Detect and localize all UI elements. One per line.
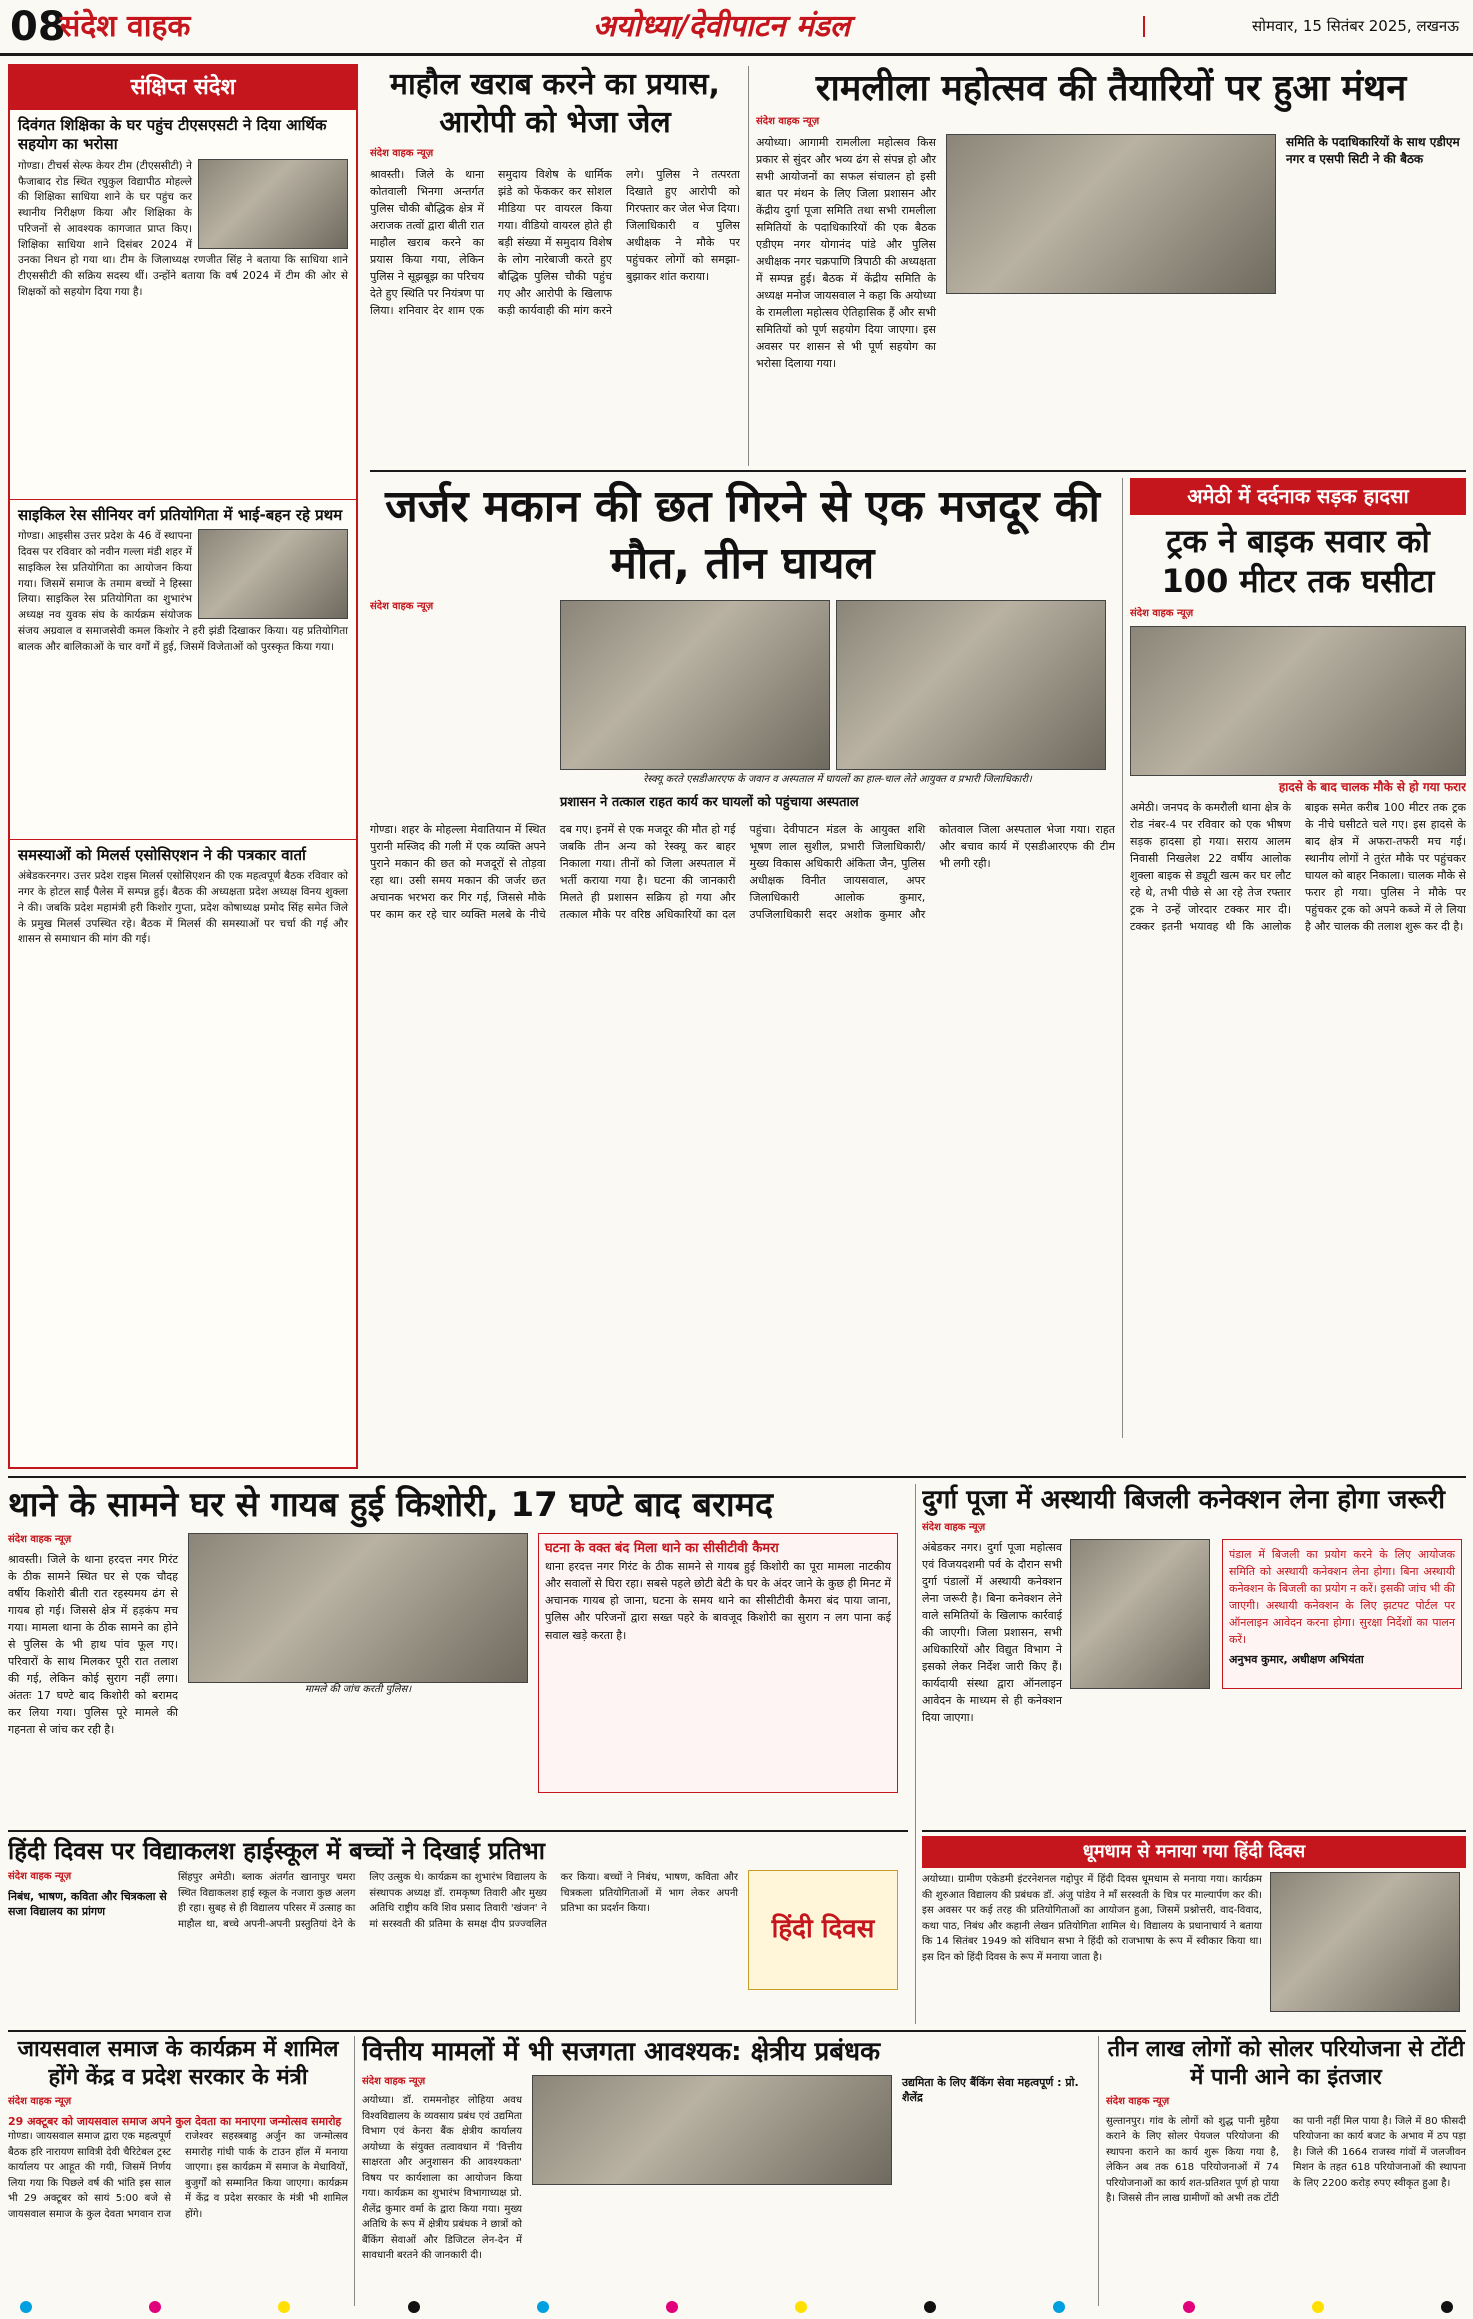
story-jaiswal [8, 2036, 348, 2306]
story-byline: संदेश वाहक न्यूज़ [370, 148, 434, 159]
dateline: सोमवार, 15 सितंबर 2025, लखनऊ [1143, 16, 1473, 38]
story-side-head: उद्यमिता के लिए बैंकिंग सेवा महत्वपूर्ण : प्रो. शैलेंद्र [902, 2075, 1079, 2105]
print-registration-marks [0, 2301, 1473, 2315]
story-side-head: 29 अक्टूबर को जायसवाल समाज अपने कुल देवता का मनाएगा जन्मोत्सव समारोह [8, 2114, 342, 2128]
story-body: श्रावस्ती। जिले के थाना हरदत्त नगर गिरंट के ठीक सामने स्थित घर से एक चौदह वर्षीय किशोरी बीती रात रहस्यमय ढंग से गायब हो गई। जिससे क्षेत्र में हड़कंप मच गया। मामला थाना के ठीक सामने का होने से पुलिस के भी हाथ पांव फूल गए। परिवारों के साथ मिलकर पूरी रात तलाश की गई, लेकिन कोई सुराग नहीं लगा। अंततः 17 घण्टे बाद किशोरी को बरामद कर लिया गया। पुलिस पूरे मामले की गहनता से जांच कर रही है। [8, 1553, 178, 1737]
story-sub-head: प्रशासन ने तत्काल राहत कार्य कर घायलों को पहुंचाया अस्पताल [560, 794, 859, 810]
column-rule [748, 66, 749, 466]
quote-author: अनुभव कुमार, अधीक्षण अभियंता [1229, 1653, 1364, 1667]
story-side-head: समिति के पदाधिकारियों के साथ एडीएम नगर व एसपी सिटी ने की बैठक [1286, 134, 1460, 166]
brief-item [10, 840, 356, 1469]
story-byline: संदेश वाहक न्यूज़ [1106, 2096, 1170, 2107]
story-body: अयोध्या। आगामी रामलीला महोत्सव किस प्रकार से सुंदर और भव्य ढंग से संपन्न हो और सभी आयोजनों का सफल संचालन हो इसी बात पर मंथन के लिए जिला प्रशासन और केंद्रीय दुर्गा पूजा समिति तथा सभी रामलीला समितियों के पदाधिकारियों की एक बैठक एडीएम नगर योगानंद पांडे और पुलिस अधीक्षक नगर चक्रपाणि त्रिपाठी की अध्यक्षता में सम्पन्न हुई। बैठक में केंद्रीय समिति के अध्यक्ष मनोज जायसवाल ने कहा कि अयोध्या के रामलीला महोत्सव ऐतिहासिक हैं और सभी समितियों को पूर्ण सहयोग दिया जाएगा। इस अवसर पर शासन से भी पूर्ण सहयोग का भरोसा दिलाया गया। [756, 135, 936, 371]
brief-photo [198, 529, 348, 619]
story-body: अयोध्या। डॉ. राममनोहर लोहिया अवध विश्वविद्यालय के व्यवसाय प्रबंध एवं उद्यमिता विभाग एवं केनरा बैंक क्षेत्रीय कार्यालय अयोध्या के संयुक्त तत्वावधान में 'वित्तीय साक्षरता और अनुशासन की आवश्यकता' विषय पर कार्यशाला का आयोजन किया गया। कार्यक्रम का शुभारंभ विभागाध्यक्ष प्रो. शैलेंद्र कुमार वर्मा के द्वारा किया गया। मुख्य अतिथि के रूप में क्षेत्रीय प्रबंधक ने छात्रों को बैंकिंग सेवाओं और डिजिटल लेन-देन में सावधानी बरतने की जानकारी दी। [362, 2095, 522, 2261]
rescue-photo [560, 600, 830, 770]
meeting-photo [1070, 1539, 1210, 1689]
story-byline: संदेश वाहक न्यूज़ [756, 116, 820, 127]
story-vittiya [362, 2036, 1092, 2306]
story-solar [1106, 2036, 1466, 2306]
story-ramleela [756, 66, 1466, 466]
brief-body: अंबेडकरनगर। उत्तर प्रदेश राइस मिलर्स एसोसिएशन की एक महत्वपूर्ण बैठक रविवार को नगर के होटल साईं पैलेस में सम्पन्न हुई। बैठक की अध्यक्षता प्रदेश अध्यक्ष विनय शुक्ला ने की। जबकि प्रदेश महामंत्री हरी किशोर गुप्ता, प्रदेश कोषाध्यक्ष प्रमोद सिंह समेत जिले के प्रमुख मिलर्स उपस्थित रहे। बैठक में मिलर्स की समस्याओं पर चर्चा की गई और शासन से समाधान की मांग की गई। [18, 870, 348, 946]
page-number: 08 [10, 3, 66, 50]
story-hindi-divas [8, 1830, 908, 2020]
story-byline: संदेश वाहक न्यूज़ [8, 2096, 72, 2107]
column-rule [915, 1484, 916, 2024]
story-headline: माहौल खराब करने का प्रयास, आरोपी को भेजा जेल [390, 67, 720, 140]
story-body: श्रावस्ती। जिले के थाना कोतवाली भिनगा अन्तर्गत पुलिस चौकी बौद्धिक क्षेत्र में अराजक तत्वों द्वारा बीती रात माहौल खराब करने का प्रयास किया गया, लेकिन पुलिस ने सूझबूझ का परिचय देते हुए स्थिति पर नियंत्रण पा लिया। शनिवार देर शाम एक समुदाय विशेष के धार्मिक झंडे को फेंककर कर सोशल मीडिया पर वायरल किया गया। वीडियो वायरल होते ही बड़ी संख्या में समुदाय विशेष के लोग नारेबाजी करते हुए बौद्धिक पुलिस चौकी पहुंच गए और आरोपी के खिलाफ कड़ी कार्यवाही की मांग करने लगे। पुलिस ने तत्परता दिखाते हुए आरोपी को गिरफ्तार कर जेल भेज दिया। जिलाधिकारी व पुलिस अधीक्षक ने मौके पर पहुंचकर लोगों को समझा-बुझाकर शांत कराया। [370, 167, 740, 317]
section-rule [8, 2030, 1466, 2032]
story-headline: जायसवाल समाज के कार्यक्रम में शामिल होंगे केंद्र व प्रदेश सरकार के मंत्री [17, 2037, 339, 2090]
police-photo [188, 1533, 528, 1683]
story-byline: संदेश वाहक न्यूज़ [1130, 608, 1194, 619]
brief-body: गोण्डा। आइसीस उत्तर प्रदेश के 46 वें स्थापना दिवस पर रविवार को नवीन गल्ला मंडी शहर में साइकिल रेस प्रतियोगिता का आयोजन किया गया। जिसमें समाज के तमाम बच्चों ने हिस्सा लिया। साइकिल रेस प्रतियोगिता का शुभारंभ अध्यक्ष नव युवक संघ के कार्यक्रम संयोजक संजय अग्रवाल व समाजसेवी कमल किशोर ने हरी झंडी दिखाकर किया। यह प्रतियोगिता बालक और बालिकाओं के चार वर्गों में हुई, जिसमें विजेताओं को पुरस्कृत किया गया। [18, 530, 348, 653]
section-title: अयोध्या/देवीपाटन मंडल [592, 8, 851, 44]
story-body: अमेठी। जनपद के कमरौली थाना क्षेत्र के रोड नंबर-4 पर रविवार को एक भीषण सड़क हादसा हो गया। सराय आलम निवासी निखलेश 22 वर्षीय आलोक शुक्ला बाइक से ड्यूटी खत्म कर घर लौट रहे थे, तभी पीछे से आ रहे तेज रफ्तार ट्रक ने उन्हें जोरदार टक्कर मार दी। टक्कर इतनी भयावह थी कि आलोक बाइक समेत करीब 100 मीटर तक ट्रक के नीचे घसीटते चले गए। इस हादसे के बाद क्षेत्र में अफरा-तफरी मच गई। स्थानीय लोगों ने तुरंत मौके पर पहुंचकर घायल को बाहर निकाला। चालक मौके से फरार हो गया। पुलिस ने मौके पर पहुंचकर ट्रक को अपने कब्जे में ले लिया है और चालक की तलाश शुरू कर दी है। [1130, 800, 1466, 934]
quote-text: पंडाल में बिजली का प्रयोग करने के लिए आयोजक समिति को अस्थायी कनेक्शन लेना होगा। बिना अस्थायी कनेक्शन के बिजली का प्रयोग न करें। इसकी जांच भी की जाएगी। अस्थायी कनेक्शन के लिए झटपट पोर्टल पर ऑनलाइन आवेदन करना होगा। सुरक्षा निर्देशों का पालन करें। [1229, 1548, 1455, 1647]
story-headline: दुर्गा पूजा में अस्थायी बिजली कनेक्शन लेना होगा जरूरी [922, 1485, 1446, 1515]
story-jarjar [370, 478, 1115, 1438]
story-body: गोण्डा। शहर के मोहल्ला मेवातियान में स्थित पुरानी मस्जिद की गली में एक व्यक्ति अपने पुराने मकान की छत को मजदूरों से तोड़वा रहा था। उसी समय मकान की जर्जर छत अचानक भरभरा कर गिर गई, जिससे मौके पर काम कर रहे चार व्यक्ति मलबे के नीचे दब गए। इनमें से एक मजदूर की मौत हो गई जबकि तीन अन्य को रेस्क्यू कर बाहर निकाला गया। तीनों को जिला अस्पताल में भर्ती कराया गया है। घटना की जानकारी मिलते ही प्रशासन सक्रिय हो गया और तत्काल मौके पर वरिष्ठ अधिकारियों का दल पहुंचा। देवीपाटन मंडल के आयुक्त शशि भूषण लाल सुशील, प्रभारी जिलाधिकारी/मुख्य विकास अधिकारी अंकिता जैन, पुलिस अधीक्षक विनीत जायसवाल, अपर जिलाधिकारी आलोक कुमार, उपजिलाधिकारी सदर अशोक कुमार और कोतवाल जिला अस्पताल भेजा गया। राहत और बचाव कार्य में एसडीआरएफ की टीम भी लगी रही। [370, 822, 1115, 921]
hindi-diwas-artwork: हिंदी दिवस [748, 1870, 898, 1990]
students-photo [1270, 1872, 1460, 2012]
story-headline: थाने के सामने घर से गायब हुई किशोरी, 17 घण्टे बाद बरामद [8, 1485, 774, 1525]
story-headline: हिंदी दिवस पर विद्याकलश हाईस्कूल में बच्चों ने दिखाई प्रतिभा [8, 1837, 545, 1865]
photo-caption: मामले की जांच करती पुलिस। [304, 1683, 412, 1695]
story-byline: संदेश वाहक न्यूज़ [362, 2075, 426, 2087]
story-headline: ट्रक ने बाइक सवार को 100 मीटर तक घसीटा [1161, 522, 1435, 600]
story-body: गोण्डा। जायसवाल समाज द्वारा एक महत्वपूर्ण बैठक हरि नारायण सावित्री देवी चैरिटेबल ट्रस्ट कार्यालय पर आहूत की गयी, जिसमें निर्णय लिया गया कि पिछले वर्ष की भांति इस साल भी 29 अक्टूबर को सायं 5:00 बजे से जायसवाल समाज के कुल देवता भगवान राज राजेश्वर सहस्त्रबाहु अर्जुन का जन्मोत्सव समारोह गांधी पार्क के टाउन हॉल में मनाया जाएगा। इस कार्यक्रम में समाज के मेधावियों, बुजुर्गों को सम्मानित किया जाएगा। कार्यक्रम में केंद्र व प्रदेश सरकार के मंत्री भी शामिल होंगे। [8, 2131, 348, 2220]
story-amethi [1130, 478, 1466, 1438]
masthead [0, 0, 1473, 56]
story-byline: संदेश वाहक न्यूज़ [922, 1521, 986, 1533]
story-headline: जर्जर मकान की छत गिरने से एक मजदूर की मौत, तीन घायल [385, 481, 1100, 590]
story-body: सिंहपुर अमेठी। ब्लाक अंतर्गत खानापुर चमरा स्थित विद्याकलश हाई स्कूल के नजारा कुछ अलग ही रहा। सुबह से ही विद्यालय परिसर में उत्साह का माहौल था, बच्चे अपनी-अपनी प्रस्तुतियां देने के लिए उत्सुक थे। कार्यक्रम का शुभारंभ विद्यालय के संस्थापक अध्यक्ष डॉ. रामकृष्ण तिवारी और मुख्य अतिथि राष्ट्रीय कवि शिव प्रसाद तिवारी 'खंजन' ने मां सरस्वती की प्रतिमा के समक्ष दीप प्रज्ज्वलित कर किया। बच्चों ने निबंध, भाषण, कविता और चित्रकला प्रतियोगिताओं में भाग लेकर अपनी प्रतिभा का प्रदर्शन किया। [178, 1872, 738, 1930]
brief-item [10, 110, 356, 500]
story-photo [946, 134, 1276, 294]
story-body: सुल्तानपुर। गांव के लोगों को शुद्ध पानी मुहैया कराने के लिए सोलर पेयजल परियोजना की स्थापना कराने का कार्य शुरू किया गया है, लेकिन अब तक 618 परियोजनाओं में 74 परियोजनाओं का कार्य शत-प्रतिशत पूर्ण हो पाया है। जिससे तीन लाख ग्रामीणों को अभी तक टोंटी का पानी नहीं मिल पाया है। जिले में 80 फीसदी परियोजना का कार्य बजट के अभाव में ठप पड़ा है। जिले की 1664 राजस्व गांवों में जलजीवन मिशन के तहत 618 परियोजनाओं की स्थापना के लिए 2200 करोड़ रुपए स्वीकृत हुआ है। [1106, 2115, 1466, 2204]
section-rule [370, 470, 1466, 472]
brief-title: संक्षिप्त संदेश [10, 66, 356, 110]
workshop-photo [532, 2075, 892, 2185]
photo-caption: रेस्क्यू करते एसडीआरएफ के जवान व अस्पताल में घायलों का हाल-चाल लेते आयुक्त व प्रभारी जिलाधिकारी। [643, 774, 1032, 786]
column-rule [354, 2036, 355, 2306]
brief-headline: दिवंगत शिक्षिका के घर पहुंच टीएसएसटी ने दिया आर्थिक सहयोग का भरोसा [18, 115, 327, 154]
brief-headline: समस्याओं को मिलर्स एसोसिएशन ने की पत्रकार वार्ता [18, 845, 306, 864]
brief-item [10, 500, 356, 840]
photo-caption: हादसे के बाद चालक मौके से हो गया फरार [1278, 779, 1466, 794]
quote-box [1222, 1539, 1462, 1689]
story-dhoomdham [922, 1830, 1466, 2020]
brief-photo [198, 159, 348, 249]
cctv-box [538, 1533, 898, 1793]
hospital-photo [836, 600, 1106, 770]
story-side-head: निबंध, भाषण, कविता और चित्रकला से सजा विद्यालय का प्रांगण [8, 1889, 167, 1919]
story-banner: अमेठी में दर्दनाक सड़क हादसा [1130, 478, 1466, 515]
column-rule [1122, 478, 1123, 1438]
brief-body: गोण्डा। टीचर्स सेल्फ केयर टीम (टीएससीटी) ने फैजाबाद रोड स्थित रघुकुल विद्यापीठ मोहल्ले की शिक्षिका साधिया शाने के घर पहुंच कर स्थानीय निरीक्षण किया और शिक्षिका के परिजनों से आवश्यक कागजात प्राप्त किए। शिक्षिका साधिया शाने दिसंबर 2024 में उनका निधन हो गया था। टीम के जिलाध्यक्ष रणजीत सिंह ने बताया कि साधिया शाने टीएससीटी की सक्रिय सदस्य थीं। उन्होंने बताया कि वर्ष 2024 में टीम की ओर से शिक्षकों को सहयोग दिया गया है। [18, 159, 348, 298]
brand-logo: संदेश वाहक [60, 8, 191, 44]
story-byline: संदेश वाहक न्यूज़ [8, 1533, 72, 1545]
box-headline: घटना के वक्त बंद मिला थाने का सीसीटीवी कैमरा [545, 1540, 779, 1556]
story-headline: तीन लाख लोगों को सोलर परियोजना से टोंटी में पानी आने का इंतजार [1107, 2037, 1465, 2090]
brief-column [8, 64, 358, 1469]
story-headline: रामलीला महोत्सव की तैयारियों पर हुआ मंथन [815, 68, 1407, 109]
story-body: अंबेडकर नगर। दुर्गा पूजा महोत्सव एवं विजयदशमी पर्व के दौरान सभी दुर्गा पंडालों में अस्थायी कनेक्शन लेना जरूरी है। बिना कनेक्शन लेने वाले समितियों के खिलाफ कार्रवाई की जाएगी। जिला प्रशासन, सभी अधिकारियों और विद्युत विभाग ने इसको लेकर निर्देश जारी किए हैं। कार्यदायी संस्था द्वारा ऑनलाइन आवेदन के माध्यम से ही कनेक्शन दिया जाएगा। [922, 1541, 1062, 1725]
column-rule [1098, 2036, 1099, 2306]
story-mahaul [370, 66, 740, 466]
story-byline: संदेश वाहक न्यूज़ [370, 601, 434, 613]
story-banner: धूमधाम से मनाया गया हिंदी दिवस [922, 1836, 1466, 1868]
brief-headline: साइकिल रेस सीनियर वर्ग प्रतियोगिता में भाई-बहन रहे प्रथम [18, 505, 343, 524]
section-rule [8, 1476, 1466, 1478]
story-headline: वित्तीय मामलों में भी सजगता आवश्यक: क्षेत्रीय प्रबंधक [362, 2037, 881, 2067]
accident-photo [1130, 626, 1466, 776]
story-byline: संदेश वाहक न्यूज़ [8, 1871, 72, 1882]
story-body: अयोध्या। ग्रामीण एकेडमी इंटरनेशनल गद्दोपुर में हिंदी दिवस धूमधाम से मनाया गया। कार्यक्रम की शुरुआत विद्यालय की प्रबंधक डॉ. अंजु पांडेय ने माँ सरस्वती के चित्र पर माल्यार्पण कर की। इस अवसर पर कई तरह की प्रतियोगिताओं का आयोजन हुआ, जिसमें प्रश्नोत्तरी, वाद-विवाद, कथा पाठ, निबंध और कहानी लेखन प्रतियोगिता शामिल थे। विद्यालय के प्रधानाचार्य ने बताया कि 14 सितंबर 1949 को संविधान सभा ने हिंदी को राजभाषा के रूप में स्वीकार किया था। इस दिन को हिंदी दिवस के रूप में मनाया जाता है। [922, 1874, 1262, 1963]
box-body: थाना हरदत्त नगर गिरंट के ठीक सामने से गायब हुई किशोरी का पूरा मामला नाटकीय और सवालों से घिरा रहा। सबसे पहले छोटी बेटी के घर के अंदर जाने के कुछ ही मिनट में अचानक गायब हो जाना, घटना के समय थाने का सीसीटीवी कैमरा बंद पाया जाना, पुलिस और परिजनों द्वारा सख्त पहरे के बावजूद किशोरी का सुराग न लग पाना कई सवाल खड़े करता है। [545, 1560, 891, 1642]
